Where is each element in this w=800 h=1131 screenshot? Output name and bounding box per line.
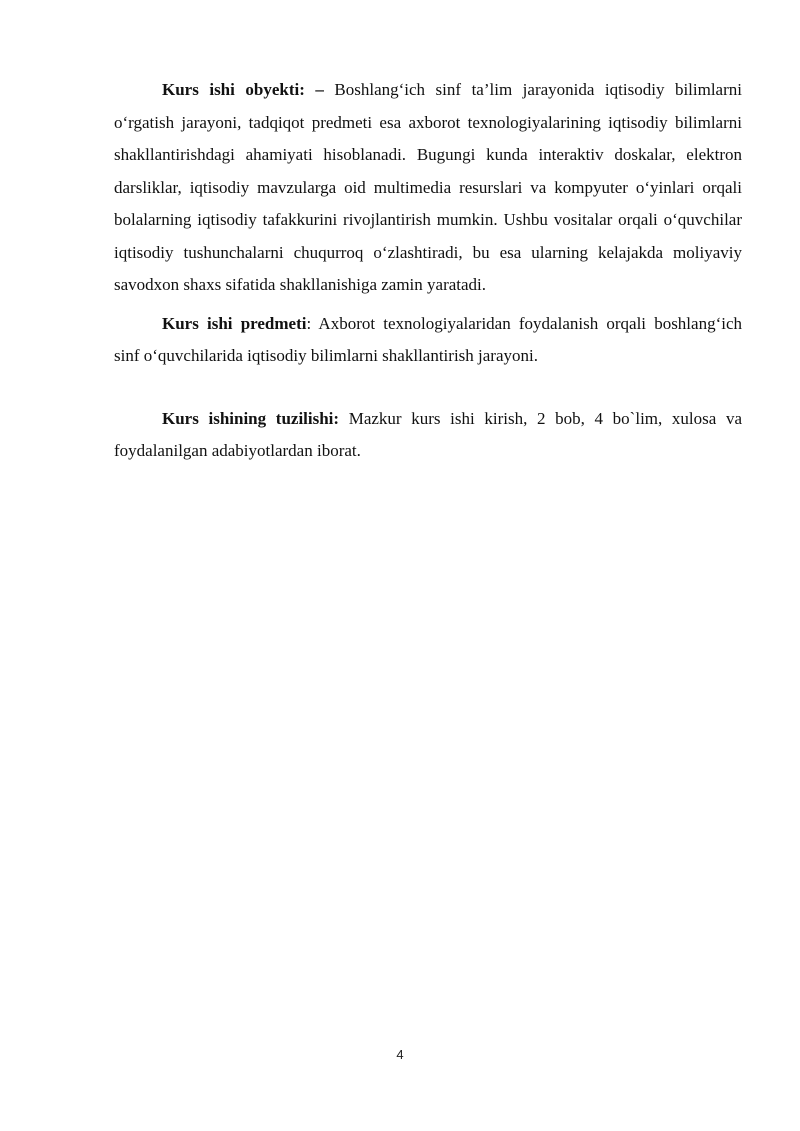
paragraph-course-subject (114, 308, 742, 373)
paragraph-label: Kurs ishi predmeti (162, 313, 307, 333)
paragraph-course-object (114, 74, 742, 302)
page-number: 4 (396, 1047, 404, 1062)
paragraph-text: : Axborot texnologiyalaridan foydalanish orqali boshlang‘ich sinf o‘quvchilarida iqtisodiy bilimlarni shakllantirish jarayoni. (114, 313, 743, 365)
paragraph-label: Kurs ishi obyekti: – (162, 80, 324, 99)
paragraph-course-structure (114, 403, 742, 468)
paragraph-text: Mazkur kurs ishi kirish, 2 bob, 4 bo`lim, xulosa va foydalanilgan adabiyotlardan iborat. (114, 408, 742, 460)
paragraph-label: Kurs ishining tuzilishi: (162, 408, 340, 428)
page-content (114, 74, 742, 468)
paragraph-text: Boshlang‘ich sinf ta’lim jarayonida iqtisodiy bilimlarni o‘rgatish jarayoni, tadqiqot predmeti esa axborot texnologiyalarining iqtisodiy bilimlarni shakllantirishdagi ahamiyati hisoblanadi. Bugungi kunda interaktiv doskalar, elektron darsliklar, iqtisodiy mavzularga oid multimedia resurslari va kompyuter o‘yinlari orqali bolalarning iqtisodiy tafakkurini rivojlantirish mumkin. Ushbu vositalar orqali o‘quvchilar iqtisodiy tushunchalarni chuqurroq o‘zlashtiradi, bu esa ularning kelajakda moliyaviy savodxon shaxs sifatida shakllanishiga zamin yaratadi. (114, 80, 742, 294)
